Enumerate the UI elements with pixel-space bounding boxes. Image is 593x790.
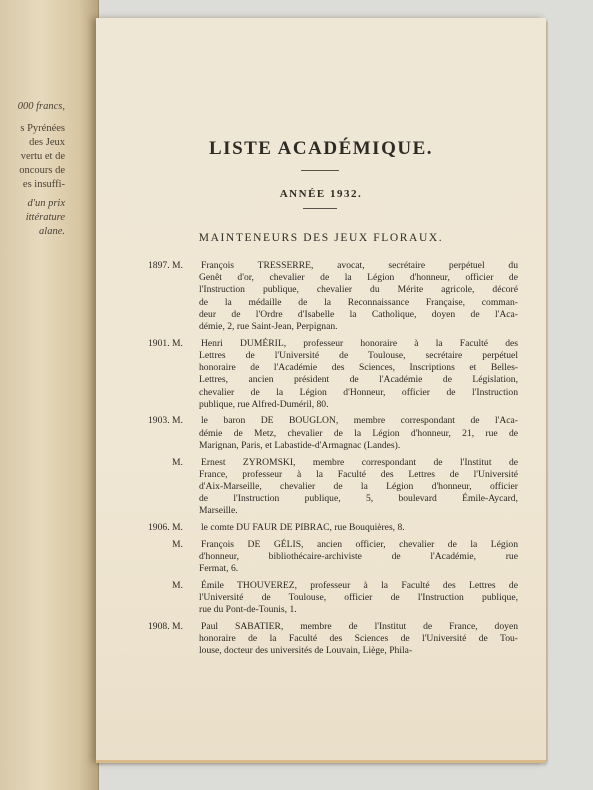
left-page-fragment: s Pyrénées xyxy=(20,123,65,134)
entry-year: 1903. xyxy=(148,415,170,427)
member-entry xyxy=(148,338,518,411)
entry-line: François DE GÉLIS, ancien officier, chevalier de la Légion xyxy=(201,538,518,550)
entry-line: honoraire de la Faculté des Sciences de l'Université de Tou- xyxy=(199,633,518,645)
entry-line: Émile THOUVEREZ, professeur à la Faculté des Lettres de xyxy=(201,579,518,591)
member-entry xyxy=(148,621,518,658)
year-rule xyxy=(303,208,337,209)
entry-year: 1897. xyxy=(148,260,170,271)
year-heading: ANNÉE 1932. xyxy=(279,188,363,200)
entry-line: démie, 2, rue Saint-Jean, Perpignan. xyxy=(199,321,338,333)
entry-prefix: M. xyxy=(172,415,183,427)
entry-prefix: M. xyxy=(172,538,183,550)
entry-year: 1901. xyxy=(148,337,170,349)
left-page-fragment: es insuffi- xyxy=(22,179,65,190)
left-page xyxy=(0,0,99,790)
member-entry xyxy=(148,260,518,333)
entry-line: publique, rue Alfred-Duméril, 80. xyxy=(199,398,329,410)
left-page-fragment: ittérature xyxy=(25,212,65,223)
entry-line: de l'Instruction publique, 5, boulevard Émile-Aycard, xyxy=(199,493,518,505)
entry-line: rue du Pont-de-Tounis, 1. xyxy=(199,604,297,616)
entry-line: le comte DU FAUR DE PIBRAC, rue Bouquières, 8. xyxy=(201,522,405,534)
entry-line: démie de Metz, chevalier de la Légion d'honneur, 21, rue de xyxy=(199,427,518,439)
entry-line: deur de l'Ordre d'Isabelle la Catholique, doyen de l'Aca- xyxy=(199,308,518,320)
entry-line: Marseille. xyxy=(199,505,238,517)
entry-line: chevalier de la Légion d'Honneur, officier de l'Instruction xyxy=(199,386,518,398)
title-rule xyxy=(301,170,339,171)
member-entry xyxy=(148,415,518,452)
entry-line: l'Instruction publique, chevalier du Mérite agricole, décoré xyxy=(199,284,518,296)
entry-line: Ernest ZYROMSKI, membre correspondant de l'Institut de xyxy=(201,456,518,468)
entry-line: Paul SABATIER, membre de l'Institut de France, doyen xyxy=(201,620,518,632)
entry-year: 1906. xyxy=(148,522,170,534)
entry-line: d'Aix-Marseille, chevalier de la Légion d'honneur, officier xyxy=(199,480,518,492)
section-heading: MAINTENEURS DES JEUX FLORAUX. xyxy=(198,232,444,244)
left-page-fragment: 000 francs, xyxy=(17,101,65,112)
entry-prefix: M. xyxy=(172,456,183,468)
entry-line: Lettres de l'Université de Toulouse, secrétaire perpétuel xyxy=(199,349,518,361)
entry-prefix: M. xyxy=(172,620,183,632)
left-page-fragment: vertu et de xyxy=(20,151,65,162)
entry-line: France, professeur à la Faculté des Lettres de l'Université xyxy=(199,468,518,480)
entry-year: 1908. xyxy=(148,620,170,632)
entry-line: Marignan, Paris, et Labastide-d'Armagnac (Landes). xyxy=(199,439,401,451)
member-entry xyxy=(148,580,518,617)
left-page-fragment: oncours de xyxy=(19,165,65,176)
entry-line: Genêt d'or, chevalier de la Légion d'honneur, officier de xyxy=(199,272,518,284)
entry-prefix: M. xyxy=(172,337,183,349)
member-list xyxy=(148,260,518,662)
entry-prefix: M. xyxy=(172,260,183,271)
entry-line: François TRESSERRE, avocat, secrétaire perpétuel du xyxy=(201,260,518,271)
entry-line: de la médaille de la Reconnaissance Française, comman- xyxy=(199,296,518,308)
right-page xyxy=(96,18,546,763)
entry-line: d'honneur, bibliothécaire-archiviste de l'Académie, rue xyxy=(199,550,518,562)
entry-line: Lettres, ancien président de l'Académie de Législation, xyxy=(199,374,518,386)
member-entry xyxy=(148,522,518,534)
entry-line: Henri DUMÉRIL, professeur honoraire à la Faculté des xyxy=(201,337,518,349)
entry-line: Fermat, 6. xyxy=(199,563,239,575)
left-page-fragment: alane. xyxy=(39,226,65,237)
member-entry xyxy=(148,539,518,576)
left-page-fragment: des Jeux xyxy=(29,137,65,148)
entry-line: honoraire de l'Académie des Sciences, Inscriptions et Belles- xyxy=(199,362,518,374)
entry-prefix: M. xyxy=(172,522,183,534)
entry-prefix: M. xyxy=(172,579,183,591)
member-entry xyxy=(148,457,518,518)
page-title: LISTE ACADÉMIQUE. xyxy=(209,138,433,159)
left-page-fragment: d'un prix xyxy=(27,198,65,209)
entry-line: l'Université de Toulouse, officier de l'Instruction publique, xyxy=(199,592,518,604)
entry-line: le baron DE BOUGLON, membre correspondant de l'Aca- xyxy=(201,415,518,427)
entry-line: louse, docteur des universités de Louvain, Liège, Phila- xyxy=(199,645,413,657)
